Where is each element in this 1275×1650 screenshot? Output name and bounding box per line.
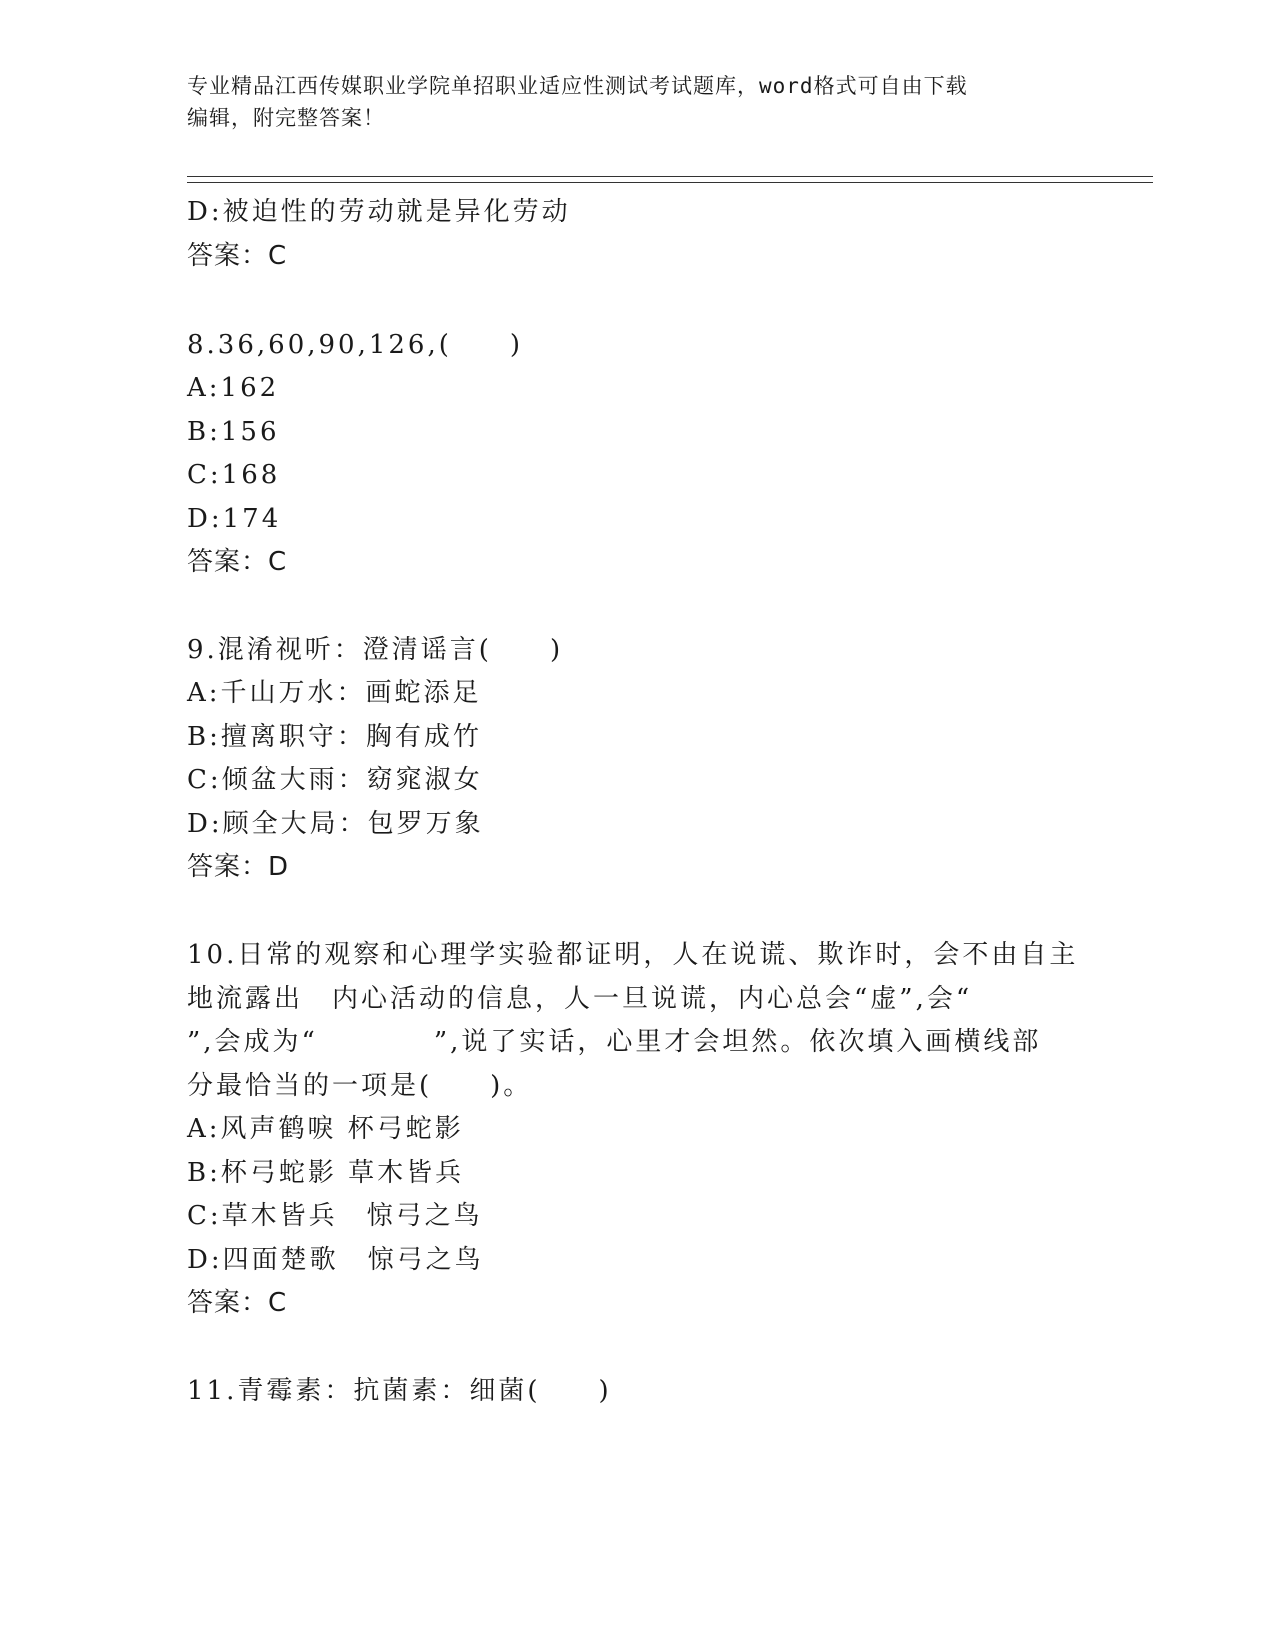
question-line: 8.36,60,90,126,( ): [187, 330, 524, 360]
option-text: 擅离职守：胸有成竹: [220, 722, 482, 752]
option-label: A:: [187, 1114, 221, 1144]
option-line: [187, 808, 484, 840]
option-label: D:: [187, 1245, 223, 1275]
option-line: [187, 459, 280, 491]
option-label: C:: [187, 1201, 222, 1231]
answer-line: 答案：C: [187, 547, 288, 577]
option-line: [187, 416, 280, 448]
option-label: A:: [187, 373, 221, 403]
option-label: B:: [187, 722, 221, 752]
option-text: 174: [222, 504, 282, 534]
option-line: [187, 1113, 464, 1145]
option-text: 162: [220, 373, 280, 403]
option-line: [187, 677, 482, 709]
question-line: 9.混淆视听：澄清谣言( ): [187, 635, 564, 665]
header-divider-top: [187, 176, 1153, 177]
option-text: 草木皆兵 惊弓之鸟: [221, 1201, 483, 1231]
option-line: [187, 721, 482, 753]
answer-line: 答案：C: [187, 1288, 288, 1318]
question-line: 11.青霉素：抗菌素：细菌( ): [187, 1376, 612, 1406]
option-label: C:: [187, 765, 222, 795]
option-text: 风声鹤唳 杯弓蛇影: [220, 1114, 464, 1144]
option-text: 156: [220, 417, 280, 447]
option-text: 顾全大局：包罗万象: [222, 809, 484, 839]
option-label: C:: [187, 460, 222, 490]
option-line: [187, 1244, 484, 1276]
question-line: 分最恰当的一项是( )。: [187, 1071, 533, 1101]
option-text: 被迫性的劳动就是异化劳动: [222, 197, 571, 227]
option-text: 杯弓蛇影 草木皆兵: [220, 1158, 465, 1188]
option-label: D:: [187, 197, 223, 227]
option-line: [187, 764, 483, 796]
option-label: B:: [187, 417, 221, 447]
question-line: 10.日常的观察和心理学实验都证明，人在说谎、欺诈时，会不由自主: [187, 940, 1079, 970]
option-line: [187, 1157, 464, 1189]
option-line: [187, 196, 571, 228]
option-line: [187, 372, 279, 404]
option-text: 千山万水：画蛇添足: [220, 678, 482, 708]
option-label: B:: [187, 1158, 221, 1188]
option-label: D:: [187, 809, 223, 839]
header-line-1: 专业精品江西传媒职业学院单招职业适应性测试考试题库，word格式可自由下载: [187, 74, 968, 98]
option-label: D:: [187, 504, 223, 534]
header-line-2: 编辑，附完整答案！: [187, 106, 385, 130]
document-header: [187, 70, 1087, 134]
option-text: 四面楚歌 惊弓之鸟: [222, 1245, 484, 1275]
option-line: [187, 1200, 483, 1232]
answer-line: 答案：C: [187, 241, 288, 271]
option-label: A:: [187, 678, 221, 708]
option-text: 倾盆大雨：窈窕淑女: [221, 765, 483, 795]
option-text: 168: [221, 460, 281, 490]
header-divider-bottom: [187, 182, 1153, 183]
question-line: 地流露出 内心活动的信息，人一旦说谎，内心总会“虚”,会“: [187, 984, 973, 1014]
answer-line: 答案：D: [187, 852, 290, 882]
question-line: ”,会成为“ ”,说了实话，心里才会坦然。依次填入画横线部: [187, 1027, 1042, 1057]
option-line: [187, 503, 281, 535]
